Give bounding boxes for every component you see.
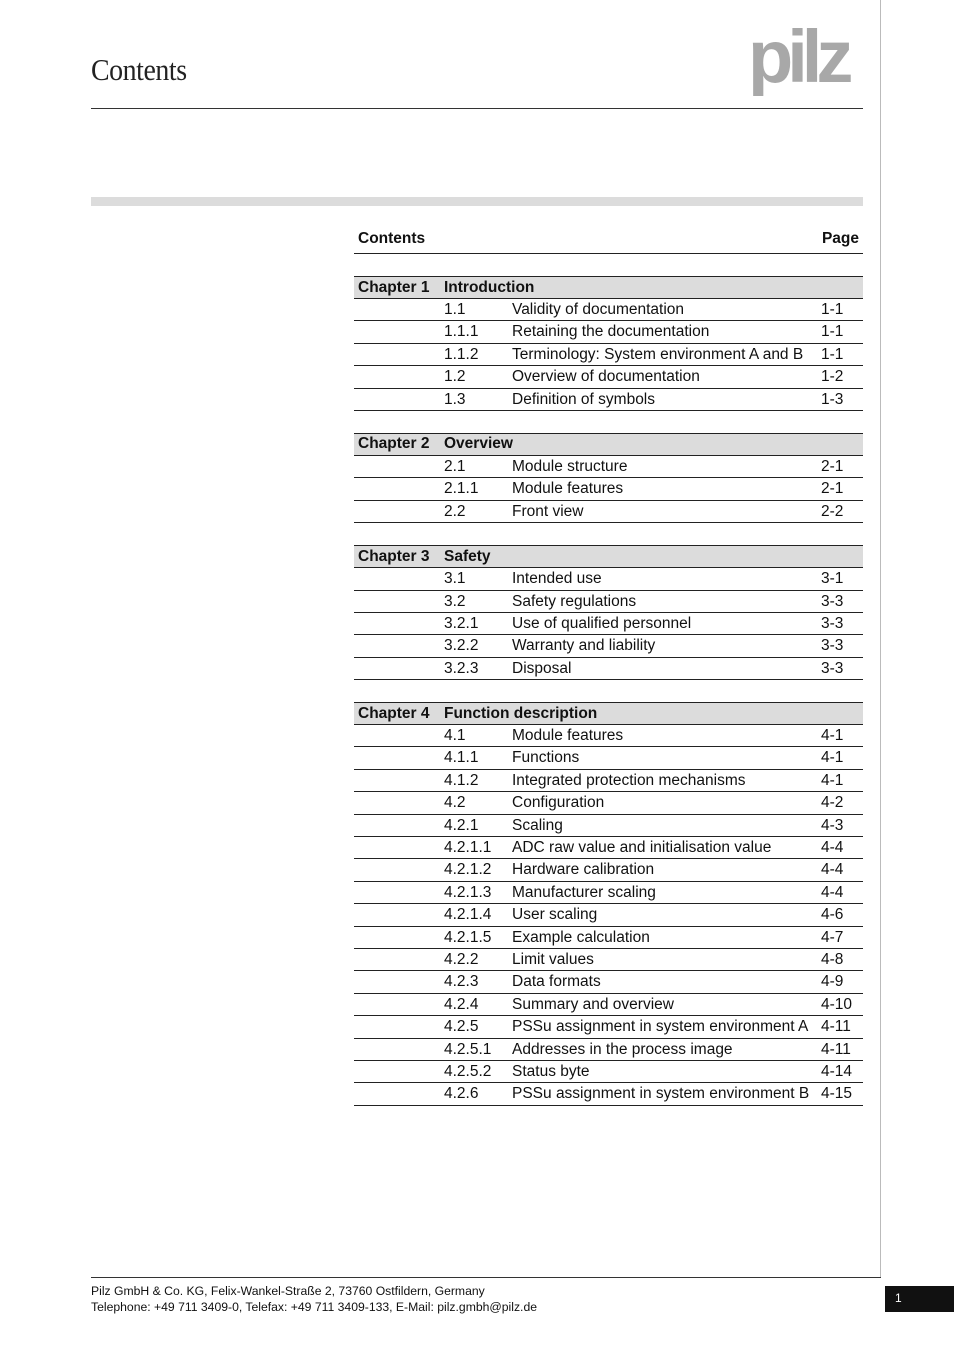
pilz-logo <box>748 26 866 96</box>
entry-title: Integrated protection mechanisms <box>512 771 746 789</box>
toc-header-contents: Contents <box>358 230 426 247</box>
entry-title: Module structure <box>512 457 628 475</box>
entry-page: 4-2 <box>821 794 844 812</box>
chapter-label: Chapter 4 <box>358 704 430 722</box>
toc-header <box>354 226 863 254</box>
entry-title: Terminology: System environment A and B <box>512 345 804 363</box>
toc-entry[interactable] <box>354 792 863 814</box>
entry-title: Definition of symbols <box>512 390 656 408</box>
entry-title: Example calculation <box>512 928 650 946</box>
logo-text: pilz <box>748 26 848 96</box>
toc-entry[interactable] <box>354 389 863 411</box>
entry-title: Summary and overview <box>512 995 674 1013</box>
footer-contact: Telephone: +49 711 3409-0, Telefax: +49 711 3409-133, E-Mail: pilz.gmbh@pilz.de <box>91 1300 537 1314</box>
entry-page: 4-4 <box>821 839 844 857</box>
entry-page: 1-3 <box>821 390 844 408</box>
entry-title: Module features <box>512 727 624 745</box>
entry-title: Safety regulations <box>512 592 637 610</box>
toc-chapter <box>354 433 863 523</box>
toc-entry[interactable] <box>354 837 863 859</box>
toc-entry[interactable] <box>354 299 863 321</box>
section-band <box>91 197 863 206</box>
entry-title: Addresses in the process image <box>512 1040 733 1058</box>
chapter-title: Function description <box>444 704 598 722</box>
toc-entry[interactable] <box>354 971 863 993</box>
entry-number: 4.2.1.4 <box>444 906 492 924</box>
entry-number: 4.1.1 <box>444 749 479 767</box>
entry-number: 4.2.1 <box>444 816 479 834</box>
entry-number: 4.2.5 <box>444 1018 479 1036</box>
entry-page: 3-1 <box>821 570 844 588</box>
toc-entry[interactable] <box>354 994 863 1016</box>
toc-entry[interactable] <box>354 1061 863 1083</box>
entry-page: 4-11 <box>821 1040 851 1058</box>
entry-number: 4.2.1.5 <box>444 928 492 946</box>
entry-number: 4.2.3 <box>444 973 479 991</box>
entry-page: 3-3 <box>821 637 844 655</box>
toc-entry[interactable] <box>354 859 863 881</box>
entry-title: Hardware calibration <box>512 861 655 879</box>
toc-entry[interactable] <box>354 344 863 366</box>
chapter-heading[interactable] <box>354 276 863 299</box>
chapter-label: Chapter 3 <box>358 547 430 565</box>
toc-entry[interactable] <box>354 501 863 523</box>
entry-page: 4-6 <box>821 906 844 924</box>
entry-number: 4.2.1.3 <box>444 883 492 901</box>
entry-number: 4.2.1.2 <box>444 861 492 879</box>
entry-number: 4.2.5.1 <box>444 1040 492 1058</box>
entry-page: 4-9 <box>821 973 844 991</box>
toc-entry[interactable] <box>354 1016 863 1038</box>
toc-entry[interactable] <box>354 613 863 635</box>
entry-number: 4.2.1.1 <box>444 839 492 857</box>
entry-number: 3.2.3 <box>444 659 479 677</box>
entry-number: 1.1.2 <box>444 345 479 363</box>
entry-title: Data formats <box>512 973 601 991</box>
toc-entry[interactable] <box>354 949 863 971</box>
chapter-heading[interactable] <box>354 545 863 568</box>
entry-number: 1.3 <box>444 390 466 408</box>
chapter-title: Introduction <box>444 278 535 296</box>
entry-page: 4-1 <box>821 727 844 745</box>
toc-entry[interactable] <box>354 591 863 613</box>
footer-address: Pilz GmbH & Co. KG, Felix-Wankel-Straße 2, 73760 Ostfildern, Germany <box>91 1284 485 1298</box>
entry-title: PSSu assignment in system environment B <box>512 1085 810 1103</box>
footer <box>91 1283 537 1315</box>
margin-rule <box>880 0 881 1278</box>
toc-entry[interactable] <box>354 1039 863 1061</box>
entry-title: Warranty and liability <box>512 637 656 655</box>
toc-chapters <box>354 276 863 1106</box>
chapter-heading[interactable] <box>354 433 863 456</box>
entry-page: 2-1 <box>821 480 844 498</box>
entry-page: 4-11 <box>821 1018 851 1036</box>
entry-page: 4-14 <box>821 1062 853 1080</box>
toc-entry[interactable] <box>354 747 863 769</box>
entry-page: 1-1 <box>821 301 844 318</box>
entry-page: 1-1 <box>821 345 844 363</box>
toc-entry[interactable] <box>354 568 863 590</box>
chapter-heading[interactable] <box>354 702 863 725</box>
entry-page: 1-2 <box>821 368 844 386</box>
toc-entry[interactable] <box>354 1083 863 1105</box>
entry-title: Front view <box>512 502 584 520</box>
entry-number: 2.2 <box>444 502 466 520</box>
entry-number: 4.2.4 <box>444 995 479 1013</box>
entry-number: 1.1.1 <box>444 323 479 341</box>
entry-title: Retaining the documentation <box>512 323 710 341</box>
entry-number: 1.2 <box>444 368 466 386</box>
entry-title: Status byte <box>512 1062 590 1080</box>
entry-title: Configuration <box>512 794 605 812</box>
entry-page: 3-3 <box>821 614 844 632</box>
entry-number: 2.1 <box>444 457 466 475</box>
toc-chapter <box>354 545 863 680</box>
entry-title: PSSu assignment in system environment A <box>512 1018 809 1036</box>
entry-number: 1.1 <box>444 301 466 318</box>
entry-page: 3-3 <box>821 592 844 610</box>
entry-page: 4-1 <box>821 771 844 789</box>
toc-entry[interactable] <box>354 882 863 904</box>
entry-title: Limit values <box>512 950 594 968</box>
toc-entry[interactable] <box>354 635 863 657</box>
entry-title: User scaling <box>512 906 598 924</box>
entry-title: Module features <box>512 480 624 498</box>
entry-page: 4-4 <box>821 861 844 879</box>
entry-page: 4-10 <box>821 995 853 1013</box>
toc-entry[interactable] <box>354 725 863 747</box>
entry-page: 4-15 <box>821 1085 853 1103</box>
toc-entry[interactable] <box>354 770 863 792</box>
chapter-label: Chapter 1 <box>358 278 430 296</box>
entry-page: 3-3 <box>821 659 844 677</box>
footer-rule <box>91 1277 881 1278</box>
entry-page: 4-8 <box>821 950 844 968</box>
toc-entry[interactable] <box>354 321 863 343</box>
toc-entry[interactable] <box>354 456 863 478</box>
toc-entry[interactable] <box>354 478 863 500</box>
entry-page: 4-3 <box>821 816 844 834</box>
entry-page: 4-7 <box>821 928 844 946</box>
entry-title: Manufacturer scaling <box>512 883 656 901</box>
entry-number: 4.2 <box>444 794 466 812</box>
entry-number: 2.1.1 <box>444 480 479 498</box>
toc-chapter <box>354 276 863 411</box>
header-rule <box>91 108 863 109</box>
entry-number: 3.2.1 <box>444 614 479 632</box>
entry-number: 4.2.6 <box>444 1085 479 1103</box>
page-title: Contents <box>91 52 187 87</box>
chapter-label: Chapter 2 <box>358 435 430 453</box>
toc-entry[interactable] <box>354 927 863 949</box>
toc-entry[interactable] <box>354 815 863 837</box>
entry-page: 4-1 <box>821 749 844 767</box>
entry-title: Scaling <box>512 816 563 834</box>
entry-title: Disposal <box>512 659 572 677</box>
entry-number: 3.1 <box>444 570 466 588</box>
entry-page: 4-4 <box>821 883 844 901</box>
page-number: 1 <box>885 1286 954 1312</box>
entry-number: 3.2 <box>444 592 466 610</box>
entry-title: Functions <box>512 749 580 767</box>
entry-number: 4.2.5.2 <box>444 1062 492 1080</box>
entry-page: 1-1 <box>821 323 844 341</box>
entry-page: 2-2 <box>821 502 844 520</box>
entry-title: ADC raw value and initialisation value <box>512 839 772 857</box>
entry-number: 3.2.2 <box>444 637 479 655</box>
entry-title: Overview of documentation <box>512 368 700 386</box>
toc-entry[interactable] <box>354 658 863 680</box>
toc-entry[interactable] <box>354 904 863 926</box>
entry-number: 4.1.2 <box>444 771 479 789</box>
toc-entry[interactable] <box>354 366 863 388</box>
toc-header-page: Page <box>821 230 859 247</box>
entry-number: 4.2.2 <box>444 950 479 968</box>
entry-title: Intended use <box>512 570 602 588</box>
toc-chapter <box>354 702 863 1106</box>
entry-page: 2-1 <box>821 457 844 475</box>
entry-number: 4.1 <box>444 727 466 745</box>
entry-title: Validity of documentation <box>512 301 685 318</box>
table-of-contents <box>354 226 863 1106</box>
chapter-title: Overview <box>444 435 513 453</box>
chapter-title: Safety <box>444 547 491 565</box>
entry-title: Use of qualified personnel <box>512 614 692 632</box>
